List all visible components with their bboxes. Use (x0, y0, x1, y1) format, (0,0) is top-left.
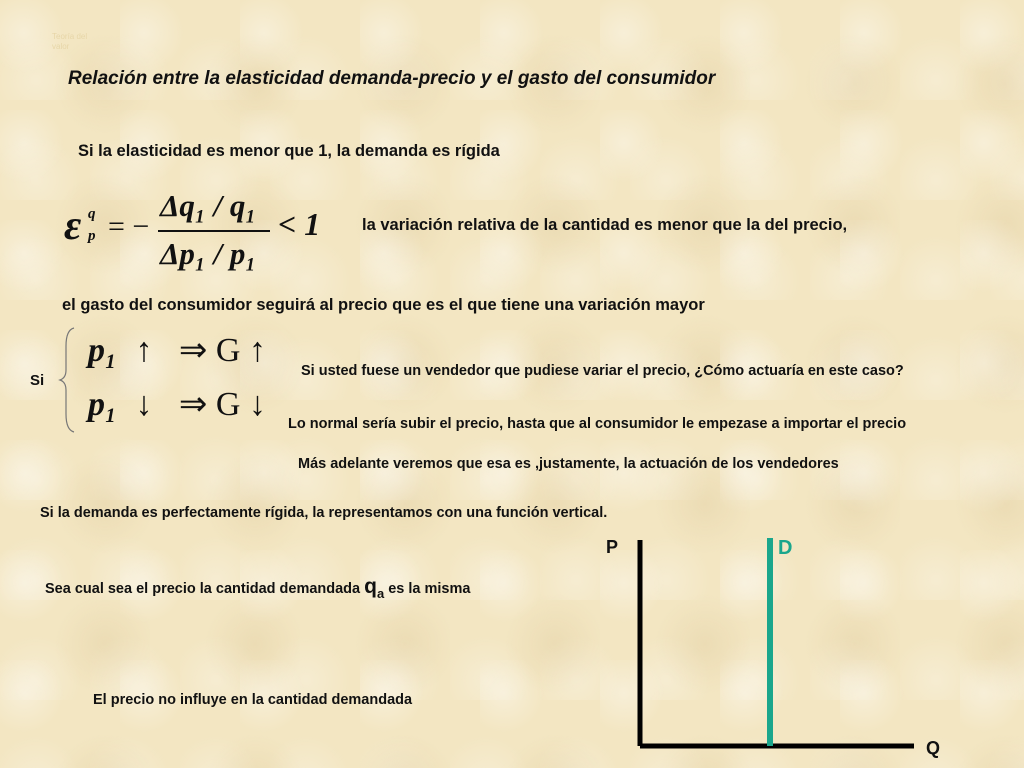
spending-statement: el gasto del consumidor seguirá al precio que es el que tiene una variación mayor (62, 296, 705, 314)
later-note: Más adelante veremos que esa es ,justamente, la actuación de los vendedores (298, 456, 839, 472)
cases-si-label: Si (30, 372, 45, 389)
case-row-increase (88, 330, 266, 370)
same-quantity-text: Sea cual sea el precio la cantidad demandada (45, 581, 361, 597)
seller-question: Si usted fuese un vendedor que pudiese variar el precio, ¿Cómo actuaría en este caso? (301, 363, 904, 379)
rigid-demand-statement: Si la elasticidad es menor que 1, la demanda es rígida (78, 142, 500, 160)
case2-spending: G (215, 386, 241, 423)
quantity-symbol-q: q (364, 575, 377, 598)
corner-watermark-line1: Teoría del (52, 32, 88, 41)
demand-graph (630, 538, 920, 754)
same-quantity-statement (45, 575, 470, 601)
variation-statement: la variación relativa de la cantidad es menor que la del precio, (362, 216, 848, 234)
quantity-symbol-sub: a (376, 586, 385, 602)
case2-variable: p₁ (88, 386, 117, 423)
formula-epsilon: ε (64, 203, 82, 249)
formula-relation: < 1 (278, 206, 321, 242)
formula-denominator: Δp₁ / p₁ (160, 236, 257, 271)
perfectly-rigid-statement: Si la demanda es perfectamente rígida, la representamos con una función vertical. (40, 505, 608, 521)
elasticity-formula (64, 188, 364, 278)
same-quantity-end: es la misma (388, 581, 471, 597)
no-influence-statement: El precio no influye en la cantidad demandada (93, 692, 413, 708)
case-row-decrease (88, 384, 266, 424)
quantity-symbol (364, 575, 385, 602)
case1-spending: G (215, 332, 241, 369)
implies-icon: ⇒ (178, 386, 208, 423)
formula-fraction-bar (158, 230, 270, 232)
case1-variable: p₁ (88, 332, 117, 369)
down-arrow-icon: ↓ (248, 386, 266, 423)
formula-equals-minus: = − (108, 210, 150, 243)
up-arrow-icon: ↑ (135, 332, 153, 369)
cases-brace (58, 326, 78, 434)
implies-icon: ⇒ (178, 332, 208, 369)
formula-numerator: Δq₁ / q₁ (160, 188, 257, 223)
page-title: Relación entre la elasticidad demanda-precio y el gasto del consumidor (68, 68, 716, 89)
down-arrow-icon: ↓ (135, 386, 153, 423)
graph-y-axis-label: P (606, 537, 619, 557)
formula-superscript: q (88, 206, 96, 222)
formula-subscript: p (88, 228, 96, 244)
graph-x-axis-label: Q (926, 738, 941, 758)
corner-watermark-line2: valor (52, 42, 70, 51)
up-arrow-icon: ↑ (248, 332, 266, 369)
seller-answer: Lo normal sería subir el precio, hasta que al consumidor le empezase a importar el precio (288, 416, 907, 432)
corner-watermark (52, 32, 87, 52)
demand-curve-label: D (778, 537, 793, 559)
